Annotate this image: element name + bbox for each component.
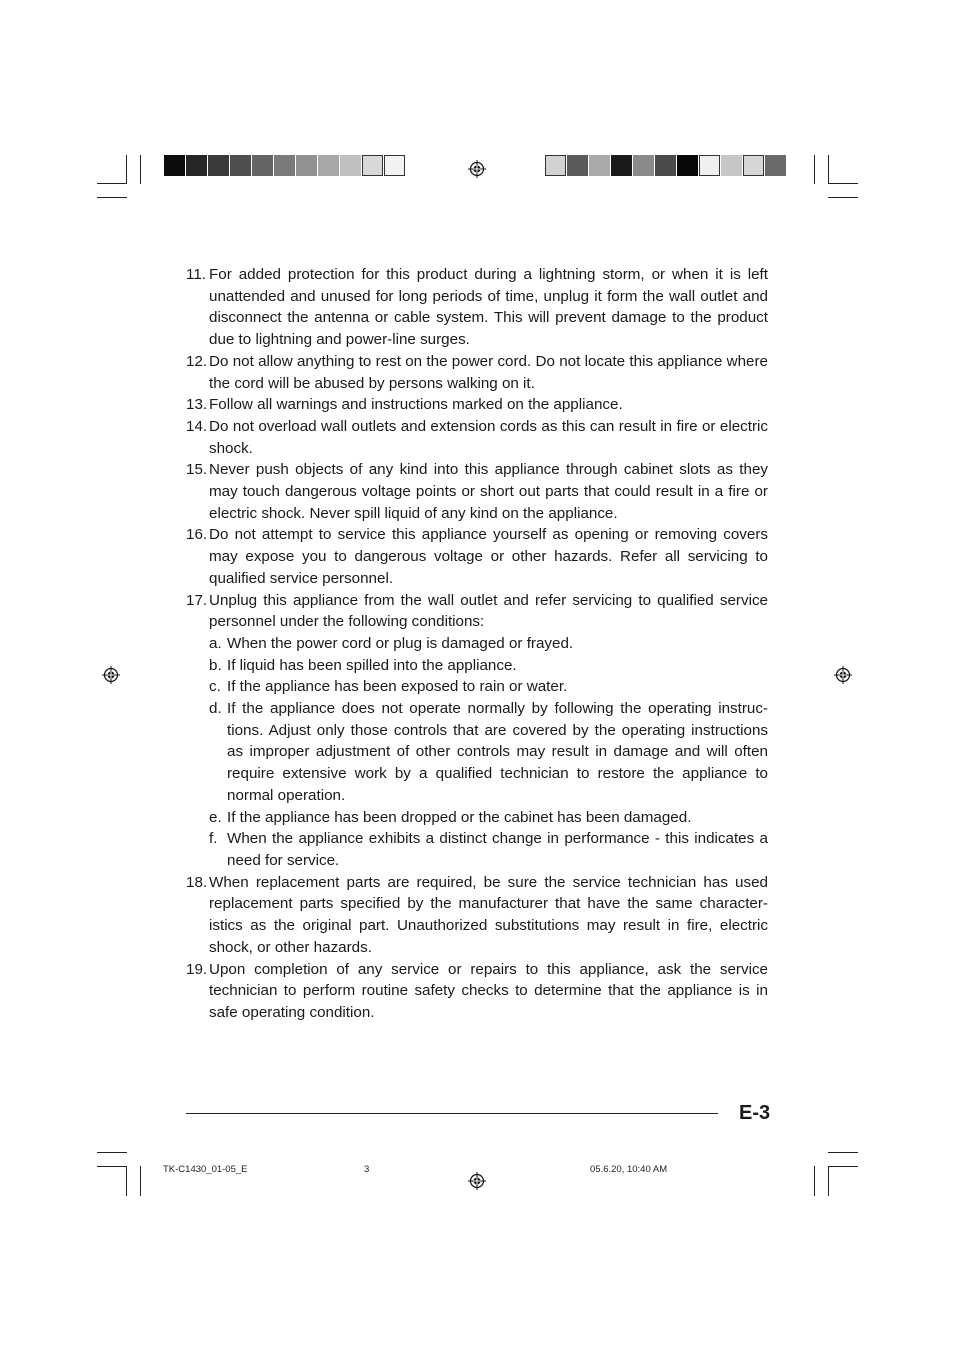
sub-item-letter: d. xyxy=(209,700,222,718)
crop-mark-bottom-right-h xyxy=(828,1152,858,1153)
crop-mark-bottom-right-v xyxy=(828,1166,829,1196)
sub-item-text: If the appliance has been exposed to rain or water. xyxy=(227,678,568,696)
instruction-item-19 xyxy=(186,959,768,1024)
sub-item-letter: c. xyxy=(209,678,221,696)
instruction-item-16 xyxy=(186,524,768,589)
registration-mark-left-icon xyxy=(102,666,120,684)
color-swatch xyxy=(611,155,632,176)
color-swatch xyxy=(340,155,361,176)
crop-mark-top-left-h xyxy=(97,183,127,184)
item-number: 16. xyxy=(186,526,208,544)
color-swatch xyxy=(721,155,742,176)
item-text: Do not allow anything to rest on the power cord. Do not locate this appliance where the cord will be abused by persons walking on it. xyxy=(209,352,768,392)
crop-mark-top-right-h2 xyxy=(828,197,858,198)
color-swatch xyxy=(208,155,229,176)
item-number: 17. xyxy=(186,591,208,609)
sub-item-a xyxy=(186,633,768,655)
sub-item-d xyxy=(186,698,768,807)
color-swatch xyxy=(384,155,405,176)
registration-mark-right-icon xyxy=(834,666,852,684)
color-swatch xyxy=(296,155,317,176)
page-number: E-3 xyxy=(739,1102,771,1124)
item-number: 11. xyxy=(186,266,206,283)
sub-item-letter: a. xyxy=(209,634,222,652)
sub-item-text: If the appliance does not operate normally by following the operating instruc-tions. Adjust only those controls that are covered by the operating instructions as improper adjustment of other controls may result in damage and will often require extensive work by a qualified technician to restore the appliance to normal operation. xyxy=(227,700,768,804)
sub-item-letter: f. xyxy=(209,830,218,848)
item-text: Never push objects of any kind into this appliance through cabinet slots as they may touch dangerous voltage points or short out parts that could result in a fire or electric shock. Never spill liquid of any kind on the appliance. xyxy=(209,461,768,522)
item-text: When replacement parts are required, be sure the service technician has used replacement parts specified by the manufacturer that have the same character-istics as the original part. Unauthorized substitutions may result in fire, electric shock, or other hazards. xyxy=(209,873,768,956)
instruction-item-11 xyxy=(186,264,768,351)
sub-item-letter: e. xyxy=(209,808,222,826)
item-text: Upon completion of any service or repairs to this appliance, ask the service technician to perform routine safety checks to determine that the appliance is in safe operating condition. xyxy=(209,960,768,1021)
slug-date: 05.6.20, 10:40 AM xyxy=(590,1164,668,1175)
crop-mark-bottom-left-v2 xyxy=(140,1166,141,1196)
color-swatch xyxy=(545,155,566,176)
item-text: Do not attempt to service this appliance yourself as opening or removing covers may expose you to dangerous voltage or other hazards. Refer all servicing to qualified service personnel. xyxy=(209,526,768,587)
item-text: Do not overload wall outlets and extension cords as this can result in fire or electric shock. xyxy=(209,417,768,457)
item-text: Unplug this appliance from the wall outlet and refer servicing to qualified service personnel under the following conditions: xyxy=(209,591,768,631)
color-swatch xyxy=(567,155,588,176)
color-swatch xyxy=(765,155,786,176)
instruction-item-12 xyxy=(186,351,768,394)
crop-mark-top-right-v xyxy=(828,155,829,184)
color-swatch xyxy=(655,155,676,176)
crop-mark-bottom-left-h xyxy=(97,1152,127,1153)
color-swatch xyxy=(743,155,764,176)
sub-item-text: If the appliance has been dropped or the cabinet has been damaged. xyxy=(227,808,692,826)
crop-mark-top-right-h xyxy=(828,183,858,184)
color-swatch xyxy=(318,155,339,176)
crop-mark-top-right-v2 xyxy=(814,155,815,184)
instruction-item-15 xyxy=(186,459,768,524)
color-swatch xyxy=(589,155,610,176)
color-swatch xyxy=(230,155,251,176)
slug-page: 3 xyxy=(364,1164,370,1175)
instruction-item-17 xyxy=(186,590,768,633)
color-swatch xyxy=(677,155,698,176)
item-number: 12. xyxy=(186,352,208,370)
item-text: Follow all warnings and instructions marked on the appliance. xyxy=(209,396,623,414)
color-swatch xyxy=(633,155,654,176)
sub-item-b xyxy=(186,655,768,677)
sub-item-text: When the power cord or plug is damaged or frayed. xyxy=(227,634,574,652)
item-text: For added protection for this product during a lightning storm, or when it is left unattended and unused for long periods of time, unplug it form the wall outlet and disconnect the antenna or cable system. This will prevent damage to the product due to lightning and power-line surges. xyxy=(209,266,768,349)
crop-mark-bottom-right-v2 xyxy=(814,1166,815,1196)
crop-mark-bottom-left-v xyxy=(126,1166,127,1196)
instruction-item-14 xyxy=(186,416,768,459)
item-number: 13. xyxy=(186,396,208,414)
sub-item-e xyxy=(186,807,768,829)
crop-mark-top-left-v xyxy=(126,155,127,184)
registration-mark-top-icon xyxy=(468,160,486,178)
color-swatch xyxy=(186,155,207,176)
sub-item-f xyxy=(186,828,768,871)
safety-instructions xyxy=(186,264,768,1024)
sub-item-text: If liquid has been spilled into the appliance. xyxy=(227,656,517,674)
crop-mark-top-left-v2 xyxy=(140,155,141,184)
sub-item-letter: b. xyxy=(209,656,222,674)
color-swatch xyxy=(699,155,720,176)
slug-filename: TK-C1430_01-05_E xyxy=(163,1164,248,1175)
crop-mark-top-left-h2 xyxy=(97,197,127,198)
item-number: 19. xyxy=(186,960,208,978)
sub-item-c xyxy=(186,676,768,698)
instruction-item-13 xyxy=(186,394,768,416)
instruction-item-18 xyxy=(186,872,768,959)
color-swatch xyxy=(362,155,383,176)
item-number: 18. xyxy=(186,873,208,891)
item-number: 14. xyxy=(186,417,208,435)
crop-mark-bottom-right-h2 xyxy=(828,1166,858,1167)
sub-item-text: When the appliance exhibits a distinct change in performance - this indicates a need for service. xyxy=(227,830,768,869)
color-swatch xyxy=(252,155,273,176)
footer-rule xyxy=(186,1113,718,1114)
item-number: 15. xyxy=(186,461,208,479)
color-swatch xyxy=(164,155,185,176)
registration-mark-bottom-icon xyxy=(468,1172,486,1190)
color-swatch xyxy=(274,155,295,176)
crop-mark-bottom-left-h2 xyxy=(97,1166,127,1167)
